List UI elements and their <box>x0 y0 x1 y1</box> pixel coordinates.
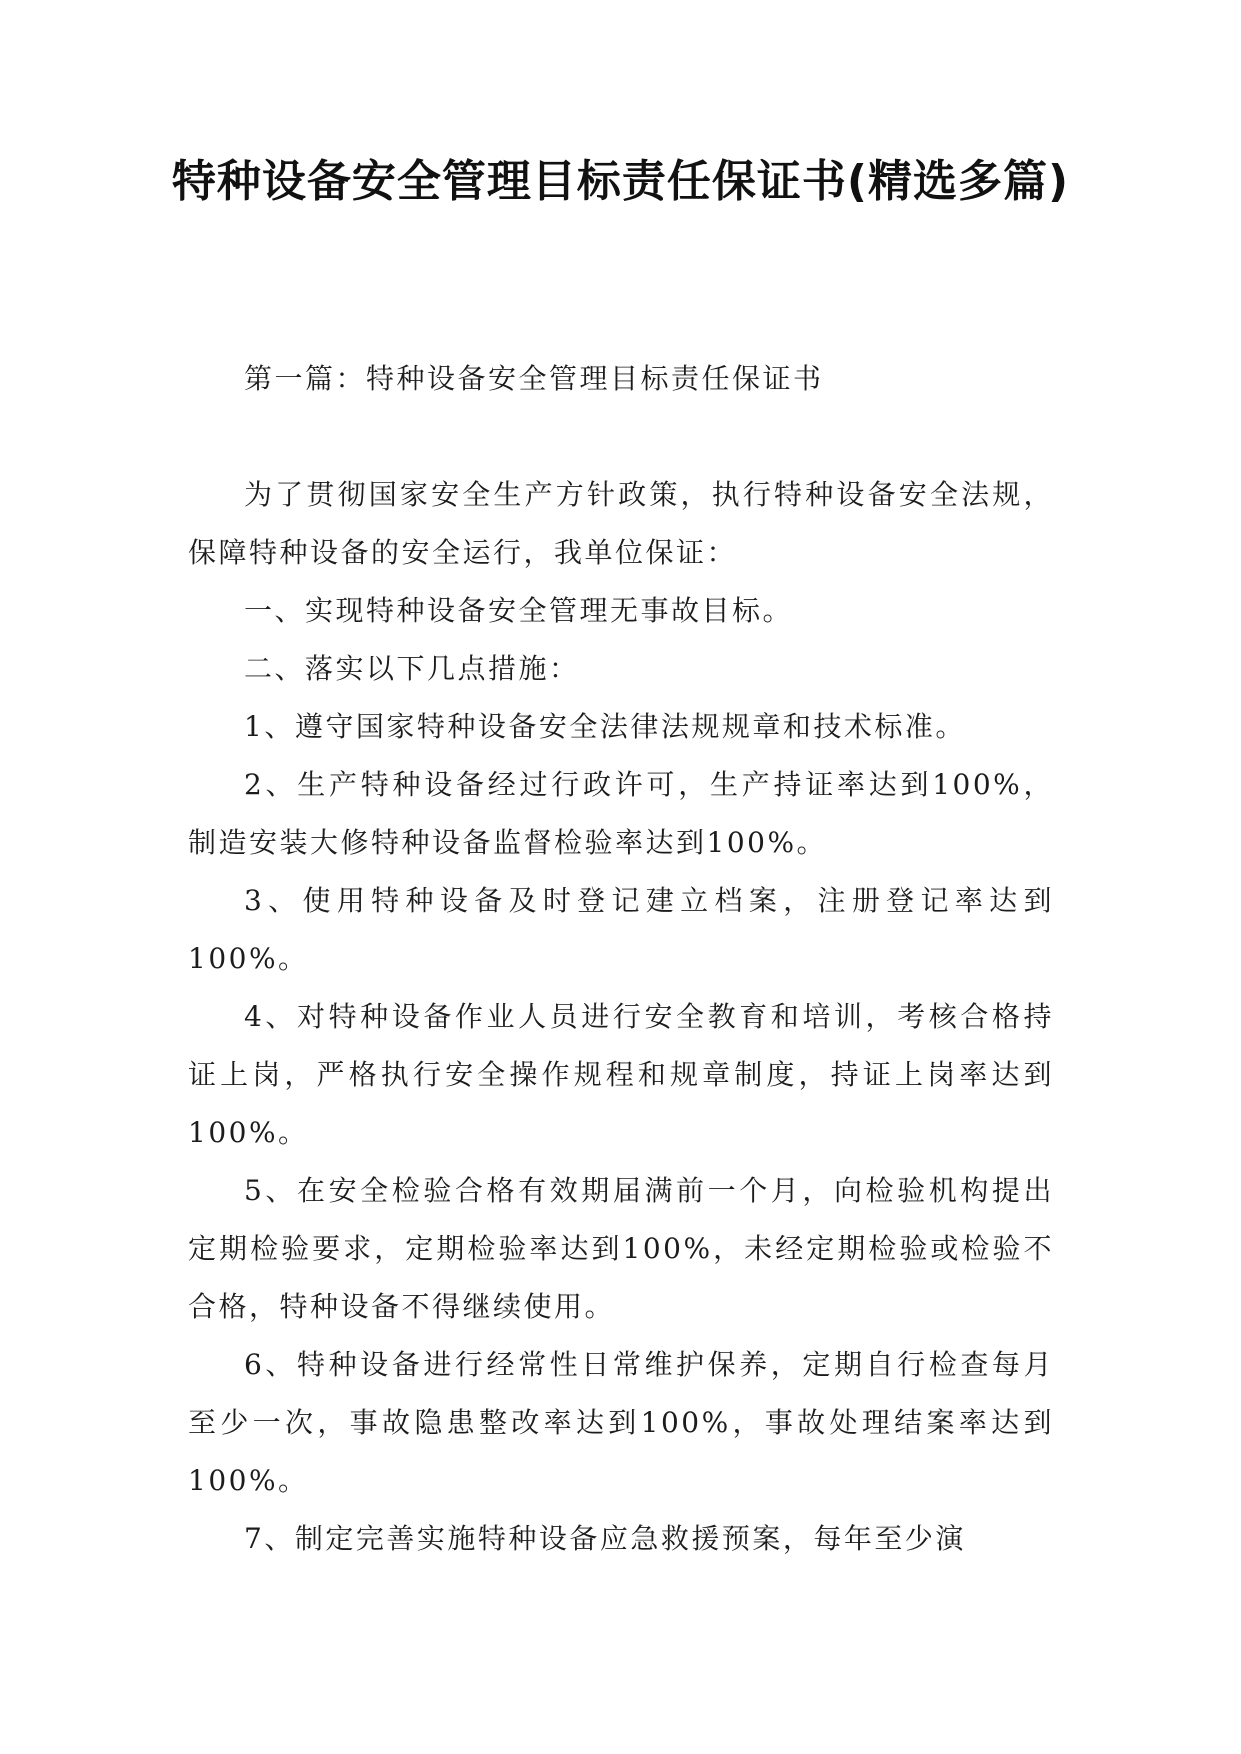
section-heading: 第一篇：特种设备安全管理目标责任保证书 <box>244 362 824 395</box>
paragraph-item-3: 3、使用特种设备及时登记建立档案，注册登记率达到100%。 <box>188 884 1054 975</box>
paragraph-item-7: 7、制定完善实施特种设备应急救援预案，每年至少演 <box>244 1522 966 1555</box>
paragraph-goal: 一、实现特种设备安全管理无事故目标。 <box>244 594 794 627</box>
paragraph-measures: 二、落实以下几点措施： <box>244 652 580 685</box>
paragraph-item-5: 5、在安全检验合格有效期届满前一个月，向检验机构提出定期检验要求，定期检验率达到100%，未经定期检验或检验不合格，特种设备不得继续使用。 <box>188 1174 1054 1323</box>
document-body <box>188 350 1054 1568</box>
paragraph-item-2: 2、生产特种设备经过行政许可，生产持证率达到100%，制造安装大修特种设备监督检验率达到100%。 <box>188 768 1054 859</box>
document-title: 特种设备安全管理目标责任保证书(精选多篇) <box>171 156 1070 207</box>
paragraph-intro: 为了贯彻国家安全生产方针政策，执行特种设备安全法规，保障特种设备的安全运行，我单位保证： <box>188 478 1054 569</box>
paragraph-item-1: 1、遵守国家特种设备安全法律法规规章和技术标准。 <box>244 710 966 743</box>
paragraph-item-4: 4、对特种设备作业人员进行安全教育和培训，考核合格持证上岗，严格执行安全操作规程和规章制度，持证上岗率达到100%。 <box>188 1000 1054 1149</box>
paragraph-item-6: 6、特种设备进行经常性日常维护保养，定期自行检查每月至少一次，事故隐患整改率达到100%，事故处理结案率达到100%。 <box>188 1348 1054 1497</box>
